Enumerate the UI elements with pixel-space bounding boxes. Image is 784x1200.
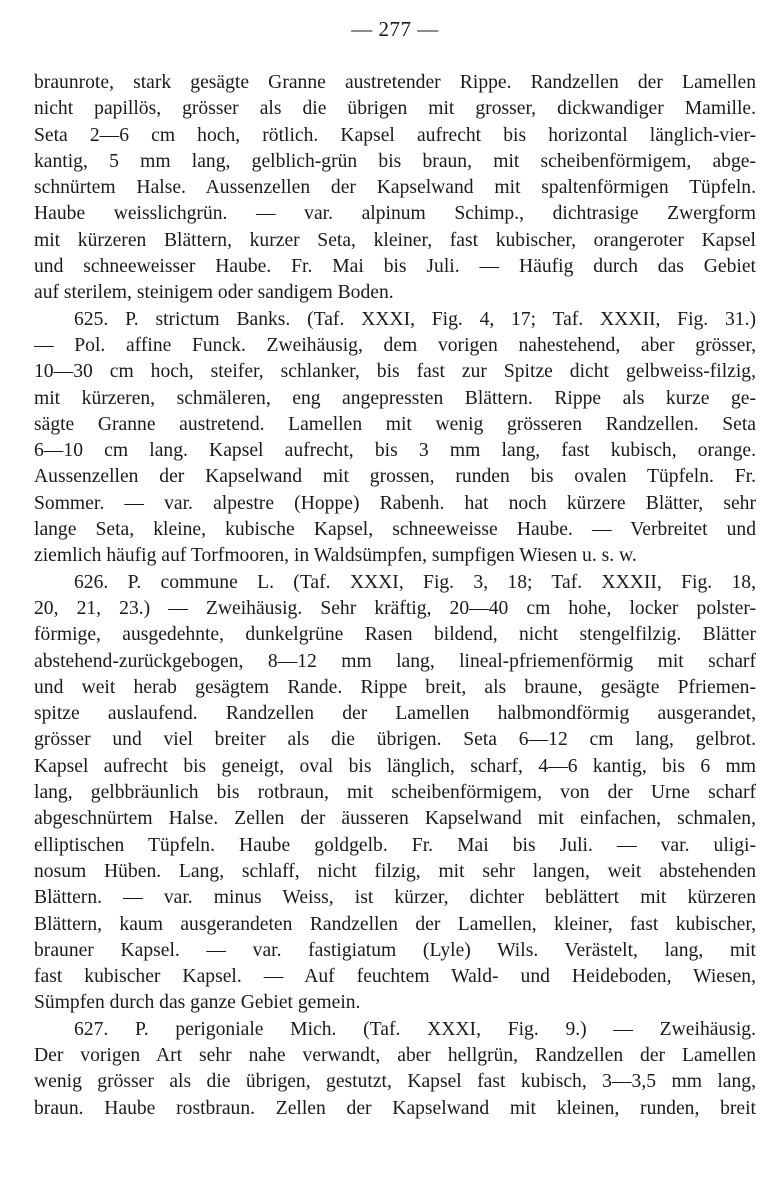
text-line: abgeschnürtem Halse. Zellen der äusseren Kapselwand mit einfachen, schmalen, bbox=[34, 808, 756, 830]
text-line: Haube weisslichgrün. — var. alpinum Schimp., dichtrasige Zwergform bbox=[34, 203, 756, 225]
text-line: Aussenzellen der Kapselwand mit grossen, runden bis ovalen Tüpfeln. Fr. bbox=[34, 466, 756, 488]
text-line: nosum Hüben. Lang, schlaff, nicht filzig, mit sehr langen, weit abstehenden bbox=[34, 860, 756, 882]
text-line: brauner Kapsel. — var. fastigiatum (Lyle) Wils. Verästelt, lang, mit bbox=[34, 939, 756, 961]
text-line: braunrote, stark gesägte Granne austretender Rippe. Randzellen der Lamellen bbox=[34, 72, 756, 93]
text-line: schnürtem Halse. Aussenzellen der Kapselwand mit spaltenförmigen Tüpfeln. bbox=[34, 177, 756, 199]
text-line: mit kürzeren, schmäleren, eng angepressten Blättern. Rippe als kurze ge- bbox=[34, 387, 756, 409]
text-line: lange Seta, kleine, kubische Kapsel, schneeweisse Haube. — Verbreitet und bbox=[34, 519, 756, 541]
text-line: braun. Haube rostbraun. Zellen der Kapselwand mit kleinen, runden, breit bbox=[34, 1097, 756, 1119]
text-line: 626. P. commune L. (Taf. XXXI, Fig. 3, 18; Taf. XXXII, Fig. 18, bbox=[74, 571, 756, 593]
text-line: förmige, ausgedehnte, dunkelgrüne Rasen bildend, nicht stengelfilzig. Blätter bbox=[34, 624, 756, 646]
text-line: 6—10 cm lang. Kapsel aufrecht, bis 3 mm lang, fast kubisch, orange. bbox=[34, 440, 756, 462]
text-line: Sümpfen durch das ganze Gebiet gemein. bbox=[34, 992, 361, 1014]
text-line: nicht papillös, grösser als die übrigen mit grosser, dickwandiger Mamille. bbox=[34, 98, 756, 120]
text-line: Blättern. — var. minus Weiss, ist kürzer, dichter beblättert mit kürzeren bbox=[34, 887, 756, 909]
text-line: wenig grösser als die übrigen, gestutzt, Kapsel fast kubisch, 3—3,5 mm lang, bbox=[34, 1071, 756, 1093]
text-line: 627. P. perigoniale Mich. (Taf. XXXI, Fig. 9.) — Zweihäusig. bbox=[74, 1018, 756, 1040]
text-line: — Pol. affine Funck. Zweihäusig, dem vorigen nahestehend, aber grösser, bbox=[34, 334, 756, 356]
text-line: 20, 21, 23.) — Zweihäusig. Sehr kräftig, 20—40 cm hohe, locker polster- bbox=[34, 597, 756, 619]
text-line: und weit herab gesägtem Rande. Rippe breit, als braune, gesägte Pfriemen- bbox=[34, 676, 756, 698]
text-line: mit kürzeren Blättern, kurzer Seta, kleiner, fast kubischer, orangeroter Kapsel bbox=[34, 229, 756, 251]
text-line: auf sterilem, steinigem oder sandigem Boden. bbox=[34, 282, 394, 304]
text-line: und schneeweisser Haube. Fr. Mai bis Juli. — Häufig durch das Gebiet bbox=[34, 256, 756, 278]
text-line: Kapsel aufrecht bis geneigt, oval bis länglich, scharf, 4—6 kantig, bis 6 mm bbox=[34, 755, 756, 777]
text-line: sägte Granne austretend. Lamellen mit wenig grösseren Randzellen. Seta bbox=[34, 413, 756, 435]
text-body bbox=[34, 70, 756, 1122]
text-line: kantig, 5 mm lang, gelblich-grün bis braun, mit scheibenförmigem, abge- bbox=[34, 150, 756, 172]
text-line: Blättern, kaum ausgerandeten Randzellen der Lamellen, kleiner, fast kubischer, bbox=[34, 913, 756, 935]
text-line: Der vorigen Art sehr nahe verwandt, aber hellgrün, Randzellen der Lamellen bbox=[34, 1044, 756, 1066]
text-line: elliptischen Tüpfeln. Haube goldgelb. Fr. Mai bis Juli. — var. uligi- bbox=[34, 834, 756, 856]
text-line: Sommer. — var. alpestre (Hoppe) Rabenh. hat noch kürzere Blätter, sehr bbox=[34, 492, 756, 514]
text-line: abstehend-zurückgebogen, 8—12 mm lang, lineal-pfriemenförmig mit scharf bbox=[34, 650, 756, 672]
text-line: Seta 2—6 cm hoch, rötlich. Kapsel aufrecht bis horizontal länglich-vier- bbox=[34, 124, 756, 146]
text-line: lang, gelbbräunlich bis rotbraun, mit scheibenförmigem, von der Urne scharf bbox=[34, 782, 756, 804]
page-number: — 277 — bbox=[351, 17, 439, 41]
text-line: grösser und viel breiter als die übrigen. Seta 6—12 cm lang, gelbrot. bbox=[34, 729, 756, 751]
page bbox=[34, 14, 756, 1122]
text-line: spitze auslaufend. Randzellen der Lamellen halbmondförmig ausgerandet, bbox=[34, 703, 756, 725]
text-line: 10—30 cm hoch, steifer, schlanker, bis fast zur Spitze dicht gelbweiss-filzig, bbox=[34, 361, 756, 383]
text-line: ziemlich häufig auf Torfmooren, in Waldsümpfen, sumpfigen Wiesen u. s. w. bbox=[34, 545, 637, 567]
text-line: fast kubischer Kapsel. — Auf feuchtem Wald- und Heideboden, Wiesen, bbox=[34, 966, 756, 988]
text-line: 625. P. strictum Banks. (Taf. XXXI, Fig. 4, 17; Taf. XXXII, Fig. 31.) bbox=[74, 308, 756, 330]
